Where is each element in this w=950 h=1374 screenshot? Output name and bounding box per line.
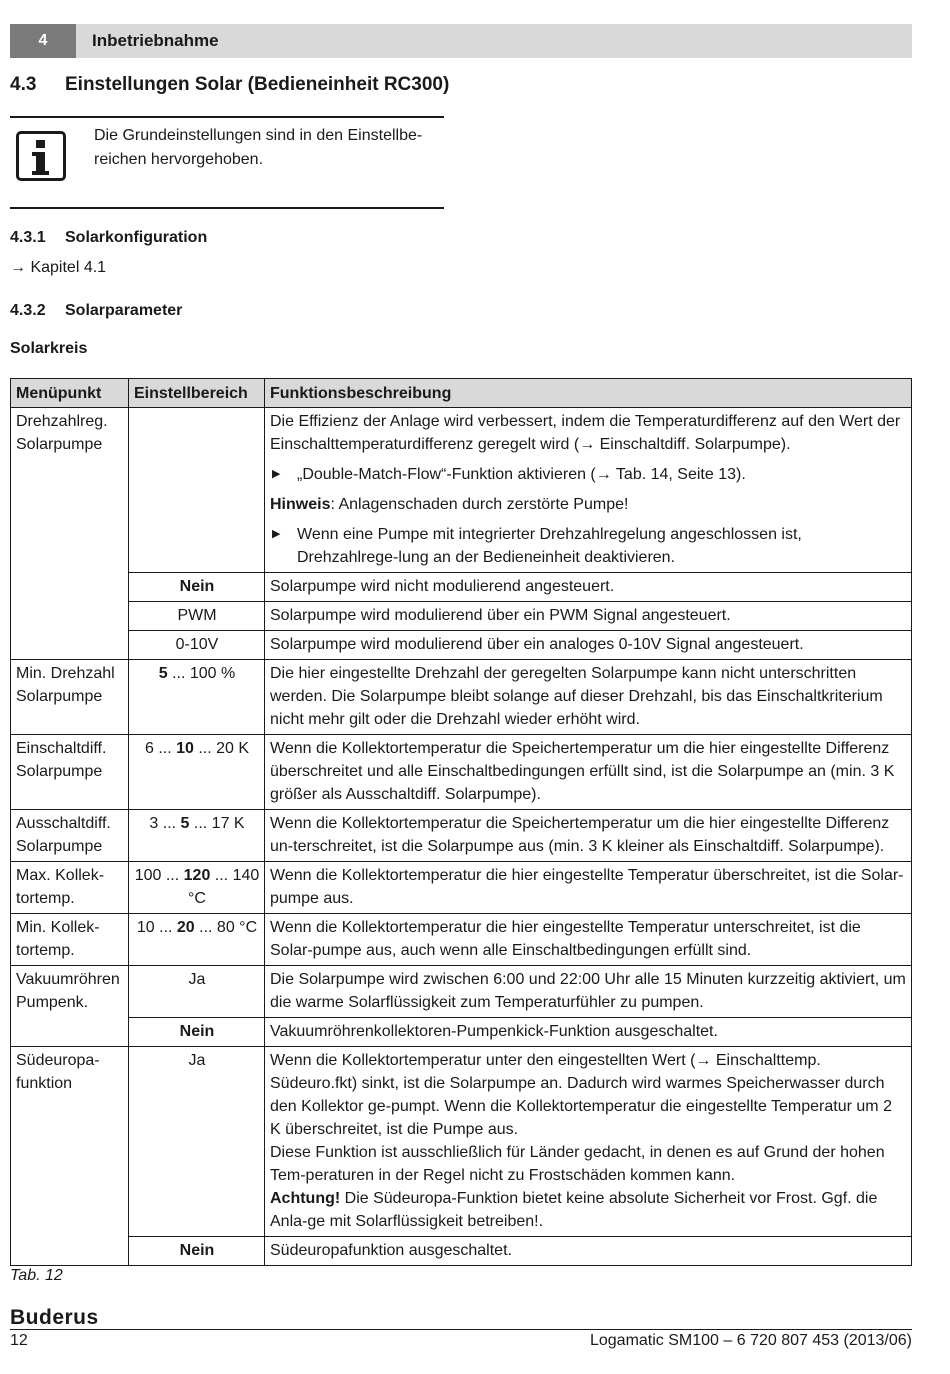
table-row [11, 631, 912, 660]
chapter-reference-link[interactable]: → Kapitel 4.1 [10, 259, 107, 276]
range-text: ... 100 % [167, 665, 236, 682]
subsection-title: Solarparameter [65, 302, 183, 319]
menu-item-cell: Max. Kollek-tortemp. [11, 862, 129, 914]
table-row [11, 735, 912, 810]
default-value: 5 [158, 665, 168, 682]
table-row [11, 1047, 912, 1237]
range-text: 6 ... [144, 740, 177, 757]
range-cell [129, 735, 265, 810]
menu-item-cell: Vakuumröhren Pumpenk. [11, 966, 129, 1047]
section-title: Einstellungen Solar (Bedieneinheit RC300) [65, 74, 450, 95]
range-cell [129, 810, 265, 862]
range-text: ... 20 K [193, 740, 250, 757]
subsection-title: Solarkonfiguration [65, 229, 208, 246]
subsection-number: 4.3.2 [10, 302, 46, 319]
info-note [94, 124, 424, 172]
hint-text: : Anlagenschaden durch zerstörte Pumpe! [330, 496, 629, 513]
info-icon [16, 131, 66, 181]
chapter-number: 4 [10, 24, 76, 58]
table-header-row [11, 379, 912, 408]
range-cell: Nein [129, 573, 265, 602]
menu-item-cell: Einschaltdiff. Solarpumpe [11, 735, 129, 810]
default-value: 5 [180, 815, 190, 832]
default-value: 20 [176, 919, 195, 936]
menu-item-cell: Min. Drehzahl Solarpumpe [11, 660, 129, 735]
hint-label: Hinweis [270, 496, 331, 513]
range-cell [129, 408, 265, 573]
description-cell: Wenn die Kollektortemperatur die Speichertemperatur um die hier eingestellte Differenz überschreitet und alle Einschaltbedingungen erfüllt sind, ist die Solarpumpe an (min. 3 K größer als Ausschaltdiff. Solarpumpe). [265, 735, 912, 810]
range-cell [129, 862, 265, 914]
brand-logo: Buderus [10, 1306, 99, 1329]
column-header: Funktionsbeschreibung [265, 379, 912, 408]
description-cell: Solarpumpe wird modulierend über ein analoges 0-10V Signal angesteuert. [265, 631, 912, 660]
table-row [11, 602, 912, 631]
table-row [11, 914, 912, 966]
range-text: 3 ... [149, 815, 181, 832]
range-text: ... 140 °C [188, 867, 260, 907]
hint [270, 493, 907, 516]
info-bottom-rule [10, 207, 444, 209]
description-cell: Die hier eingestellte Drehzahl der geregelten Solarpumpe kann nicht unterschritten werden. Die Solarpumpe bleibt solange auf dieser Drehzahl, bis das Einschaltkriterium nicht mehr gilt oder die Drehzahl wieder erhöht wird. [265, 660, 912, 735]
range-cell: Ja [129, 966, 265, 1018]
action-text: „Double-Match-Flow“-Funktion aktivieren (→ Tab. 14, Seite 13). [297, 466, 746, 483]
range-cell [129, 660, 265, 735]
description-text: Wenn die Kollektortemperatur unter den eingestellten Wert (→ Einschalttemp. Südeuro.fkt) sinkt, ist die Solarpumpe an. Dadurch wird warmes Speicherwasser durch den Kollektor ge-pumpt. Wenn die Kollektortemperatur die eingestellte Temperatur um 2 K überschreitet, ist die Pumpe aus. [270, 1052, 892, 1138]
subsection-number: 4.3.1 [10, 229, 46, 246]
warning-text: Die Südeuropa-Funktion bietet keine absolute Sicherheit vor Frost. Ggf. die Anla-ge mit Solarflüssigkeit betreiben!. [270, 1190, 878, 1230]
table-row [11, 573, 912, 602]
range-cell: Nein [129, 1237, 265, 1266]
action-bullet [270, 463, 907, 486]
table-row [11, 966, 912, 1018]
subsection-heading-1 [10, 229, 207, 247]
table-caption: Tab. 12 [10, 1267, 63, 1284]
description-cell: Wenn die Kollektortemperatur die hier eingestellte Temperatur unterschreitet, ist die Solar-pumpe aus, auch wenn alle Einschaltbedingungen erfüllt sind. [265, 914, 912, 966]
range-cell: Ja [129, 1047, 265, 1237]
range-text: ... 17 K [189, 815, 245, 832]
subsection-heading-2 [10, 302, 182, 320]
info-note-line2: reichen hervorgehoben. [94, 151, 264, 168]
description-cell: Solarpumpe wird modulierend über ein PWM Signal angesteuert. [265, 602, 912, 631]
menu-item-cell: Min. Kollek-tortemp. [11, 914, 129, 966]
column-header: Menüpunkt [11, 379, 129, 408]
section-heading [10, 74, 449, 96]
description-cell: Vakuumröhrenkollektoren-Pumpenkick-Funktion ausgeschaltet. [265, 1018, 912, 1047]
page-number: 12 [10, 1332, 28, 1349]
table-row [11, 1237, 912, 1266]
chapter-header [10, 24, 912, 58]
column-header: Einstellbereich [129, 379, 265, 408]
range-text: ... 80 °C [194, 919, 258, 936]
table-row [11, 810, 912, 862]
description-text: Diese Funktion ist ausschließlich für Länder gedacht, in denen es auf Grund der hohen Tem-peraturen in der Regel nicht zu Frostschäden kommen kann. [270, 1144, 885, 1184]
table-row [11, 1018, 912, 1047]
action-bullet [270, 523, 907, 569]
warning [270, 1187, 907, 1233]
chapter-title: Inbetriebnahme [92, 31, 219, 50]
range-text: 10 ... [136, 919, 177, 936]
range-cell [129, 914, 265, 966]
warning-label: Achtung! [270, 1190, 341, 1207]
section-number: 4.3 [10, 74, 37, 95]
range-cell: Nein [129, 1018, 265, 1047]
description-cell: Südeuropafunktion ausgeschaltet. [265, 1237, 912, 1266]
default-value: 120 [183, 867, 211, 884]
range-cell: 0-10V [129, 631, 265, 660]
info-note-line1: Die Grundeinstellungen sind in den Einstellbe- [94, 127, 423, 144]
table-title: Solarkreis [10, 340, 88, 357]
solar-parameter-table [10, 378, 912, 1266]
table-row [11, 862, 912, 914]
table-row [11, 660, 912, 735]
description-cell: Die Solarpumpe wird zwischen 6:00 und 22:00 Uhr alle 15 Minuten kurzzeitig aktiviert, um die warme Solarflüssigkeit zum Temperaturfühler zu pumpen. [265, 966, 912, 1018]
menu-item-cell: Drehzahlreg. Solarpumpe [11, 408, 129, 660]
default-value: 10 [176, 740, 194, 757]
document-id: Logamatic SM100 – 6 720 807 453 (2013/06) [589, 1332, 912, 1349]
action-text: Wenn eine Pumpe mit integrierter Drehzahlregelung angeschlossen ist, Drehzahlrege-lung an der Bedieneinheit deaktivieren. [297, 526, 802, 566]
description-cell: Wenn die Kollektortemperatur die Speichertemperatur um die hier eingestellte Differenz un-terschreitet, ist die Solarpumpe aus (min. 3 K kleiner als Einschaltdiff. Solarpumpe). [265, 810, 912, 862]
description-cell: Solarpumpe wird nicht modulierend angesteuert. [265, 573, 912, 602]
menu-item-cell: Ausschaltdiff. Solarpumpe [11, 810, 129, 862]
description-cell [265, 1047, 912, 1237]
info-top-rule [10, 116, 444, 118]
description-text: Die Effizienz der Anlage wird verbessert, indem die Temperaturdifferenz auf den Wert der Einschalttemperaturdifferenz geregelt wird (→ Einschaltdiff. Solarpumpe). [270, 413, 901, 453]
footer-rule [10, 1329, 912, 1330]
table-row [11, 408, 912, 573]
menu-item-cell: Südeuropa-funktion [11, 1047, 129, 1266]
range-cell: PWM [129, 602, 265, 631]
range-text: 100 ... [134, 867, 184, 884]
description-cell [265, 408, 912, 573]
description-cell: Wenn die Kollektortemperatur die hier eingestellte Temperatur überschreitet, ist die Solar-pumpe aus. [265, 862, 912, 914]
